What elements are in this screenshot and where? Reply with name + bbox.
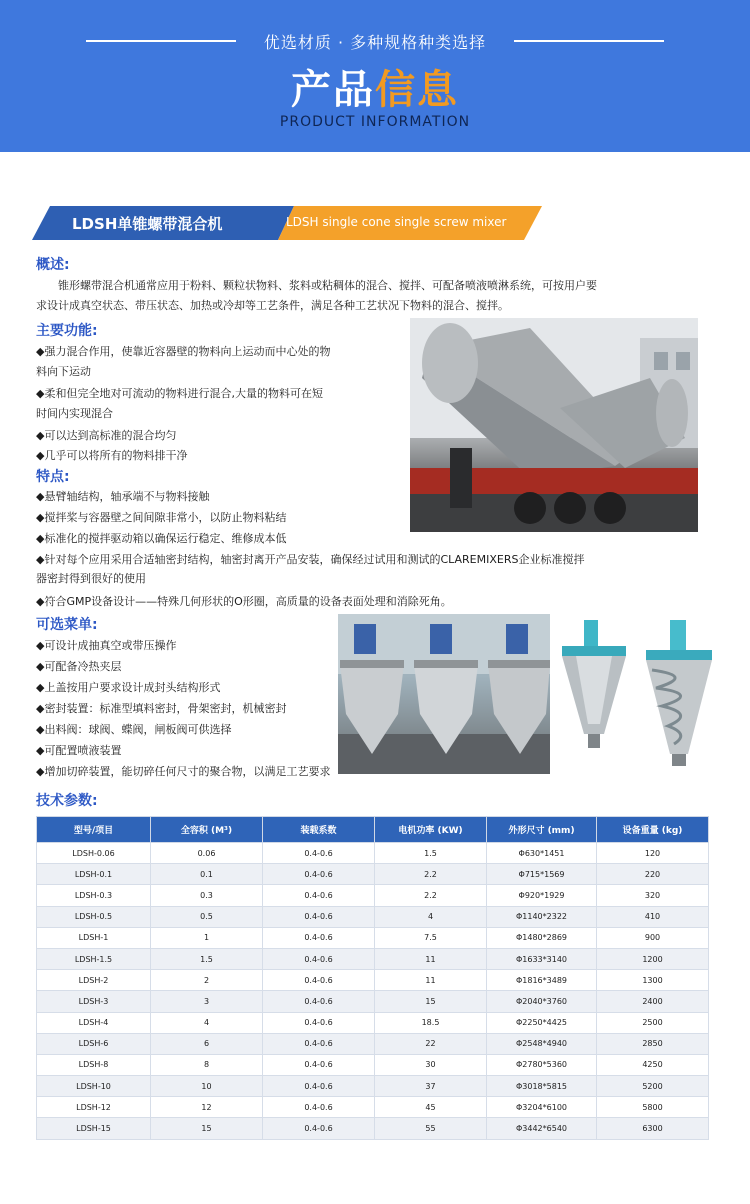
load-factor-cell: 0.4-0.6 bbox=[263, 991, 375, 1012]
banner-subtitle: PRODUCT INFORMATION bbox=[279, 114, 471, 130]
mixer-vessels-photo bbox=[338, 614, 550, 774]
load-factor-cell: 0.4-0.6 bbox=[263, 1076, 375, 1097]
table-row bbox=[37, 1097, 709, 1118]
table-row bbox=[37, 843, 709, 864]
dimensions-cell: Φ3204*6100 bbox=[487, 1097, 597, 1118]
volume-cell: 2 bbox=[151, 970, 263, 991]
options-heading: 可选菜单: bbox=[36, 617, 98, 633]
motor-power-cell: 30 bbox=[375, 1054, 487, 1075]
weight-cell: 6300 bbox=[597, 1118, 709, 1139]
motor-power-cell: 11 bbox=[375, 948, 487, 969]
load-factor-cell: 0.4-0.6 bbox=[263, 1118, 375, 1139]
weight-cell: 2500 bbox=[597, 1012, 709, 1033]
load-factor-cell: 0.4-0.6 bbox=[263, 1097, 375, 1118]
product-name-cn: LDSH单锥螺带混合机 bbox=[72, 215, 223, 233]
motor-power-cell: 4 bbox=[375, 906, 487, 927]
load-factor-cell: 0.4-0.6 bbox=[263, 1054, 375, 1075]
specs-heading: 技术参数: bbox=[36, 793, 98, 809]
volume-cell: 6 bbox=[151, 1033, 263, 1054]
weight-cell: 5800 bbox=[597, 1097, 709, 1118]
weight-cell: 4250 bbox=[597, 1054, 709, 1075]
functions-item: ◆几乎可以将所有的物料排干净 bbox=[36, 449, 188, 462]
table-row bbox=[37, 1118, 709, 1139]
specs-header-row bbox=[37, 817, 709, 843]
product-name-en: LDSH single cone single screw mixer bbox=[286, 215, 507, 229]
features-heading: 特点: bbox=[36, 469, 70, 485]
specs-header-load-factor: 装载系数 bbox=[263, 817, 375, 843]
model-cell: LDSH-2 bbox=[37, 970, 151, 991]
features-item: ◆针对每个应用采用合适轴密封结构，轴密封离开产品安装，确保经过试用和测试的CLAREMIXERS企业标准搅拌 bbox=[36, 553, 585, 566]
weight-cell: 120 bbox=[597, 843, 709, 864]
overview-line-2: 求设计成真空状态、带压状态、加热或冷却等工艺条件，满足各种工艺状况下物料的混合、搅拌。 bbox=[36, 299, 509, 312]
options-item: ◆上盖按用户要求设计成封头结构形式 bbox=[36, 681, 221, 694]
options-item: ◆可配备冷热夹层 bbox=[36, 660, 122, 673]
volume-cell: 0.5 bbox=[151, 906, 263, 927]
dimensions-cell: Φ630*1451 bbox=[487, 843, 597, 864]
overview-line-1: 锥形螺带混合机通常应用于粉料、颗粒状物料、浆料或粘稠体的混合、搅拌、可配备喷液喷淋系统，可按用户要 bbox=[58, 279, 597, 292]
table-row bbox=[37, 927, 709, 948]
banner-tagline: 优选材质 · 多种规格种类选择 bbox=[263, 33, 487, 52]
volume-cell: 15 bbox=[151, 1118, 263, 1139]
dimensions-cell: Φ2780*5360 bbox=[487, 1054, 597, 1075]
functions-item: ◆可以达到高标准的混合均匀 bbox=[36, 429, 177, 442]
weight-cell: 1300 bbox=[597, 970, 709, 991]
load-factor-cell: 0.4-0.6 bbox=[263, 1012, 375, 1033]
table-row bbox=[37, 1012, 709, 1033]
options-item: ◆可配置喷液装置 bbox=[36, 744, 122, 757]
options-item: ◆增加切碎装置，能切碎任何尺寸的聚合物，以满足工艺要求 bbox=[36, 765, 331, 778]
banner-title-orange: 信息 bbox=[375, 67, 459, 113]
features-item: ◆悬臂轴结构，轴承端不与物料接触 bbox=[36, 490, 210, 503]
dimensions-cell: Φ715*1569 bbox=[487, 864, 597, 885]
specs-table-body bbox=[37, 843, 709, 1140]
table-row bbox=[37, 906, 709, 927]
dimensions-cell: Φ1816*3489 bbox=[487, 970, 597, 991]
volume-cell: 4 bbox=[151, 1012, 263, 1033]
dimensions-cell: Φ3442*6540 bbox=[487, 1118, 597, 1139]
volume-cell: 12 bbox=[151, 1097, 263, 1118]
product-title-bar bbox=[32, 206, 542, 240]
table-row bbox=[37, 1076, 709, 1097]
specs-header-model: 型号/项目 bbox=[37, 817, 151, 843]
features-item: 器密封得到很好的使用 bbox=[36, 572, 146, 585]
dimensions-cell: Φ920*1929 bbox=[487, 885, 597, 906]
table-row bbox=[37, 970, 709, 991]
features-item: ◆符合GMP设备设计——特殊几何形状的O形圈，高质量的设备表面处理和消除死角。 bbox=[36, 595, 452, 608]
specs-header-dimensions: 外形尺寸 (mm) bbox=[487, 817, 597, 843]
overview-heading: 概述: bbox=[36, 257, 70, 273]
model-cell: LDSH-0.3 bbox=[37, 885, 151, 906]
load-factor-cell: 0.4-0.6 bbox=[263, 927, 375, 948]
features-item: ◆标准化的搅拌驱动箱以确保运行稳定、维修成本低 bbox=[36, 532, 287, 545]
model-cell: LDSH-0.1 bbox=[37, 864, 151, 885]
functions-item: 时间内实现混合 bbox=[36, 407, 113, 420]
motor-power-cell: 2.2 bbox=[375, 864, 487, 885]
weight-cell: 900 bbox=[597, 927, 709, 948]
load-factor-cell: 0.4-0.6 bbox=[263, 906, 375, 927]
banner-title-white: 产品 bbox=[291, 67, 375, 113]
volume-cell: 1.5 bbox=[151, 948, 263, 969]
weight-cell: 5200 bbox=[597, 1076, 709, 1097]
model-cell: LDSH-1.5 bbox=[37, 948, 151, 969]
table-row bbox=[37, 948, 709, 969]
motor-power-cell: 7.5 bbox=[375, 927, 487, 948]
volume-cell: 10 bbox=[151, 1076, 263, 1097]
dimensions-cell: Φ1140*2322 bbox=[487, 906, 597, 927]
dimensions-cell: Φ1633*3140 bbox=[487, 948, 597, 969]
table-row bbox=[37, 885, 709, 906]
motor-power-cell: 15 bbox=[375, 991, 487, 1012]
functions-item: 料向下运动 bbox=[36, 365, 91, 378]
model-cell: LDSH-4 bbox=[37, 1012, 151, 1033]
model-cell: LDSH-15 bbox=[37, 1118, 151, 1139]
mixer-on-truck-photo bbox=[410, 318, 698, 532]
model-cell: LDSH-10 bbox=[37, 1076, 151, 1097]
options-item: ◆出料阀：球阀、蝶阀，闸板阀可供选择 bbox=[36, 723, 232, 736]
dimensions-cell: Φ2040*3760 bbox=[487, 991, 597, 1012]
volume-cell: 0.06 bbox=[151, 843, 263, 864]
load-factor-cell: 0.4-0.6 bbox=[263, 948, 375, 969]
model-cell: LDSH-0.06 bbox=[37, 843, 151, 864]
motor-power-cell: 2.2 bbox=[375, 885, 487, 906]
load-factor-cell: 0.4-0.6 bbox=[263, 885, 375, 906]
motor-power-cell: 1.5 bbox=[375, 843, 487, 864]
motor-power-cell: 18.5 bbox=[375, 1012, 487, 1033]
volume-cell: 0.3 bbox=[151, 885, 263, 906]
volume-cell: 1 bbox=[151, 927, 263, 948]
specs-header-motor-power: 电机功率 (KW) bbox=[375, 817, 487, 843]
table-row bbox=[37, 1033, 709, 1054]
weight-cell: 2850 bbox=[597, 1033, 709, 1054]
tagline-rule-right bbox=[514, 40, 664, 42]
load-factor-cell: 0.4-0.6 bbox=[263, 843, 375, 864]
weight-cell: 410 bbox=[597, 906, 709, 927]
weight-cell: 320 bbox=[597, 885, 709, 906]
model-cell: LDSH-6 bbox=[37, 1033, 151, 1054]
weight-cell: 2400 bbox=[597, 991, 709, 1012]
table-row bbox=[37, 991, 709, 1012]
dimensions-cell: Φ2250*4425 bbox=[487, 1012, 597, 1033]
load-factor-cell: 0.4-0.6 bbox=[263, 1033, 375, 1054]
specs-header-weight: 设备重量 (kg) bbox=[597, 817, 709, 843]
functions-item: ◆柔和但完全地对可流动的物料进行混合,大量的物料可在短 bbox=[36, 387, 323, 400]
table-row bbox=[37, 1054, 709, 1075]
specs-header-volume: 全容积 (M³) bbox=[151, 817, 263, 843]
weight-cell: 220 bbox=[597, 864, 709, 885]
volume-cell: 8 bbox=[151, 1054, 263, 1075]
volume-cell: 0.1 bbox=[151, 864, 263, 885]
dimensions-cell: Φ2548*4940 bbox=[487, 1033, 597, 1054]
banner-title bbox=[0, 58, 750, 115]
motor-power-cell: 45 bbox=[375, 1097, 487, 1118]
motor-power-cell: 22 bbox=[375, 1033, 487, 1054]
table-row bbox=[37, 864, 709, 885]
cone-mixer-illustration bbox=[556, 614, 716, 774]
functions-heading: 主要功能: bbox=[36, 323, 98, 339]
volume-cell: 3 bbox=[151, 991, 263, 1012]
model-cell: LDSH-8 bbox=[37, 1054, 151, 1075]
dimensions-cell: Φ3018*5815 bbox=[487, 1076, 597, 1097]
model-cell: LDSH-12 bbox=[37, 1097, 151, 1118]
options-item: ◆密封装置：标准型填料密封，骨架密封，机械密封 bbox=[36, 702, 287, 715]
model-cell: LDSH-0.5 bbox=[37, 906, 151, 927]
header-banner bbox=[0, 0, 750, 152]
motor-power-cell: 11 bbox=[375, 970, 487, 991]
dimensions-cell: Φ1480*2869 bbox=[487, 927, 597, 948]
options-item: ◆可设计成抽真空或带压操作 bbox=[36, 639, 177, 652]
motor-power-cell: 37 bbox=[375, 1076, 487, 1097]
weight-cell: 1200 bbox=[597, 948, 709, 969]
load-factor-cell: 0.4-0.6 bbox=[263, 970, 375, 991]
functions-item: ◆强力混合作用，使靠近容器壁的物料向上运动而中心处的物 bbox=[36, 345, 331, 358]
motor-power-cell: 55 bbox=[375, 1118, 487, 1139]
load-factor-cell: 0.4-0.6 bbox=[263, 864, 375, 885]
model-cell: LDSH-3 bbox=[37, 991, 151, 1012]
specs-table bbox=[36, 816, 709, 1140]
model-cell: LDSH-1 bbox=[37, 927, 151, 948]
features-item: ◆搅拌桨与容器壁之间间隙非常小，以防止物料粘结 bbox=[36, 511, 287, 524]
